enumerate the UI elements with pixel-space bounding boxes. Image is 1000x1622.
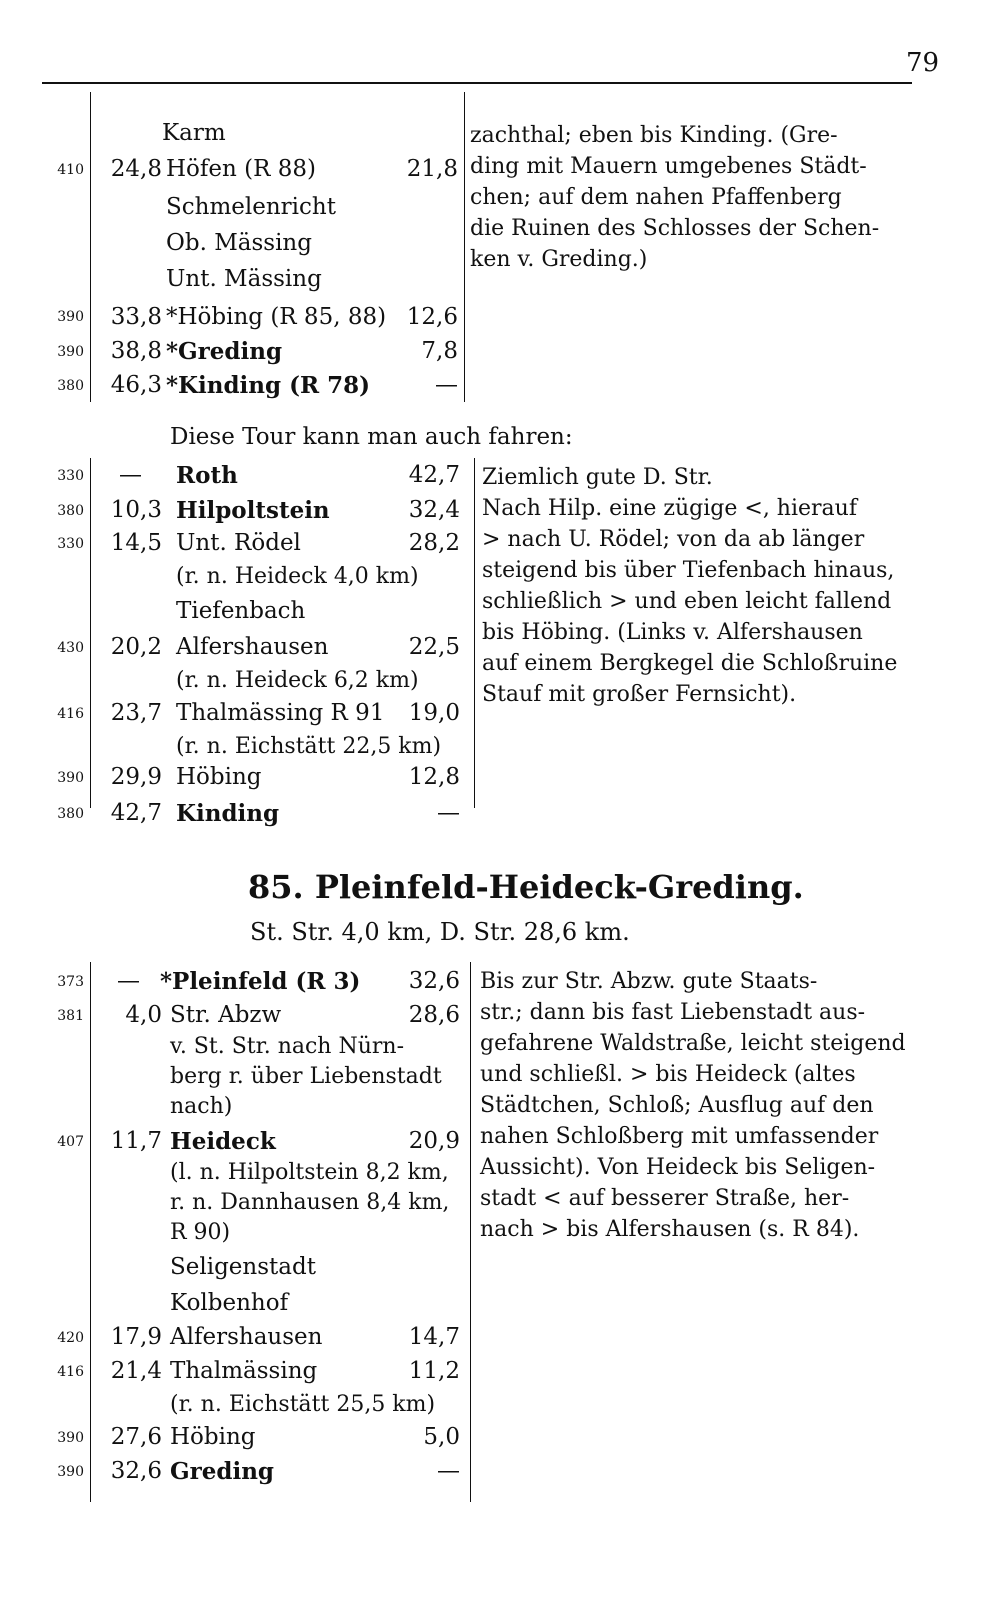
distance: 11,7 — [110, 1128, 162, 1154]
place-name: *Pleinfeld (R 3) — [160, 968, 361, 995]
place-name: *Kinding (R 78) — [166, 372, 371, 399]
place-name: *Höbing (R 85, 88) — [166, 304, 387, 330]
remaining-distance: 11,2 — [408, 1358, 460, 1384]
description-line: Ziemlich gute D. Str. — [482, 465, 713, 490]
remaining-distance: 28,2 — [408, 530, 460, 556]
column-rule — [464, 92, 465, 402]
route-title: 85. Pleinfeld-Heideck-Greding. — [248, 868, 804, 906]
place-name: Thalmässing — [170, 1358, 318, 1384]
place-name: Unt. Rödel — [176, 530, 301, 556]
remaining-distance: — — [435, 372, 458, 398]
description-line: ken v. Greding.) — [470, 247, 648, 272]
altitude: 380 — [57, 503, 84, 519]
description-line: ding mit Mauern umgebenes Städt- — [470, 154, 867, 179]
altitude-rule — [90, 92, 91, 402]
altitude: 416 — [57, 1364, 84, 1380]
place-name: Alfershausen — [176, 634, 329, 660]
place-name: Schmelenricht — [166, 194, 336, 220]
altitude: 390 — [57, 309, 84, 325]
distance: 14,5 — [110, 530, 162, 556]
description-line: schließlich > und eben leicht fallend — [482, 589, 892, 614]
place-name: Kinding — [176, 800, 280, 827]
remaining-distance: 5,0 — [423, 1424, 460, 1450]
description-line: und schließl. > bis Heideck (altes — [480, 1062, 856, 1087]
description-line: zachthal; eben bis Kinding. (Gre- — [470, 123, 838, 148]
side-note: r. n. Dannhausen 8,4 km, — [170, 1190, 450, 1215]
distance: 32,6 — [110, 1458, 162, 1484]
altitude: 407 — [57, 1134, 84, 1150]
remaining-distance: — — [437, 800, 460, 826]
side-note: (r. n. Heideck 6,2 km) — [176, 668, 419, 693]
side-note: (r. n. Eichstätt 25,5 km) — [170, 1392, 436, 1417]
distance: — — [119, 462, 142, 488]
column-rule — [474, 458, 475, 808]
description-line: gefahrene Waldstraße, leicht steigend — [480, 1031, 906, 1056]
place-name: Höfen (R 88) — [166, 156, 316, 182]
altitude-rule — [90, 962, 91, 1502]
description-line: Städtchen, Schloß; Ausflug auf den — [480, 1093, 874, 1118]
remaining-distance: 12,6 — [406, 304, 458, 330]
place-name: Roth — [176, 462, 238, 489]
altitude: 380 — [57, 806, 84, 822]
distance: 20,2 — [110, 634, 162, 660]
remaining-distance: 19,0 — [408, 700, 460, 726]
side-note: (r. n. Heideck 4,0 km) — [176, 564, 419, 589]
place-name: Höbing — [170, 1424, 256, 1450]
distance: 21,4 — [110, 1358, 162, 1384]
altitude-rule — [90, 458, 91, 808]
place-name: Tiefenbach — [176, 598, 306, 624]
description-line: > nach U. Rödel; von da ab länger — [482, 527, 865, 552]
description-line: Aussicht). Von Heideck bis Seligen- — [480, 1155, 876, 1180]
altitude: 420 — [57, 1330, 84, 1346]
description-line: nach > bis Alfershausen (s. R 84). — [480, 1217, 860, 1242]
description-line: nahen Schloßberg mit umfassender — [480, 1124, 879, 1149]
side-note: berg r. über Liebenstadt — [170, 1064, 442, 1089]
distance: 33,8 — [110, 304, 162, 330]
altitude: 390 — [57, 1430, 84, 1446]
side-note: v. St. Str. nach Nürn- — [170, 1034, 405, 1059]
distance: 46,3 — [110, 372, 162, 398]
description-line: chen; auf dem nahen Pfaffenberg — [470, 185, 842, 210]
remaining-distance: — — [437, 1458, 460, 1484]
altitude: 390 — [57, 770, 84, 786]
side-note: nach) — [170, 1094, 233, 1119]
remaining-distance: 21,8 — [406, 156, 458, 182]
distance: 17,9 — [110, 1324, 162, 1350]
place-name: Str. Abzw — [170, 1002, 282, 1028]
distance: 4,0 — [125, 1002, 162, 1028]
remaining-distance: 32,4 — [408, 497, 460, 523]
description-line: auf einem Bergkegel die Schloßruine — [482, 651, 898, 676]
column-rule — [470, 962, 471, 1502]
remaining-distance: 32,6 — [408, 968, 460, 994]
altitude: 430 — [57, 640, 84, 656]
place-name: *Greding — [166, 338, 283, 365]
place-name: Heideck — [170, 1128, 276, 1155]
place-name: Kolbenhof — [170, 1290, 289, 1316]
distance: 29,9 — [110, 764, 162, 790]
description-line: Stauf mit großer Fernsicht). — [482, 682, 797, 707]
altitude: 330 — [57, 468, 84, 484]
altitude: 381 — [57, 1008, 84, 1024]
intro-text: Diese Tour kann man auch fahren: — [170, 424, 573, 450]
altitude: 373 — [57, 974, 84, 990]
altitude: 390 — [57, 1464, 84, 1480]
remaining-distance: 42,7 — [408, 462, 460, 488]
distance: 42,7 — [110, 800, 162, 826]
remaining-distance: 14,7 — [408, 1324, 460, 1350]
description-line: stadt < auf besserer Straße, her- — [480, 1186, 850, 1211]
remaining-distance: 20,9 — [408, 1128, 460, 1154]
altitude: 416 — [57, 706, 84, 722]
remaining-distance: 12,8 — [408, 764, 460, 790]
description-line: die Ruinen des Schlosses der Schen- — [470, 216, 880, 241]
remaining-distance: 22,5 — [408, 634, 460, 660]
distance: 38,8 — [110, 338, 162, 364]
place-name: Thalmässing R 91 — [176, 700, 385, 726]
place-name: Hilpoltstein — [176, 497, 330, 524]
altitude: 330 — [57, 536, 84, 552]
page-number: 79 — [906, 48, 940, 78]
place-name: Höbing — [176, 764, 262, 790]
description-line: str.; dann bis fast Liebenstadt aus- — [480, 1000, 866, 1025]
remaining-distance: 7,8 — [421, 338, 458, 364]
altitude: 390 — [57, 344, 84, 360]
side-note: R 90) — [170, 1220, 231, 1245]
distance: 10,3 — [110, 497, 162, 523]
place-name: Karm — [162, 120, 226, 146]
distance: 27,6 — [110, 1424, 162, 1450]
distance: 23,7 — [110, 700, 162, 726]
side-note: (r. n. Eichstätt 22,5 km) — [176, 734, 442, 759]
place-name: Ob. Mässing — [166, 230, 312, 256]
place-name: Greding — [170, 1458, 275, 1485]
remaining-distance: 28,6 — [408, 1002, 460, 1028]
place-name: Alfershausen — [170, 1324, 323, 1350]
description-line: bis Höbing. (Links v. Alfershausen — [482, 620, 863, 645]
place-name: Seligenstadt — [170, 1254, 316, 1280]
description-line: steigend bis über Tiefenbach hinaus, — [482, 558, 895, 583]
route-subtitle: St. Str. 4,0 km, D. Str. 28,6 km. — [250, 918, 630, 946]
description-line: Nach Hilp. eine zügige <, hierauf — [482, 496, 857, 521]
description-line: Bis zur Str. Abzw. gute Staats- — [480, 969, 818, 994]
side-note: (l. n. Hilpoltstein 8,2 km, — [170, 1160, 449, 1185]
distance: 24,8 — [110, 156, 162, 182]
header-rule — [42, 82, 912, 84]
altitude: 410 — [57, 162, 84, 178]
distance: — — [117, 968, 140, 994]
place-name: Unt. Mässing — [166, 266, 322, 292]
altitude: 380 — [57, 378, 84, 394]
